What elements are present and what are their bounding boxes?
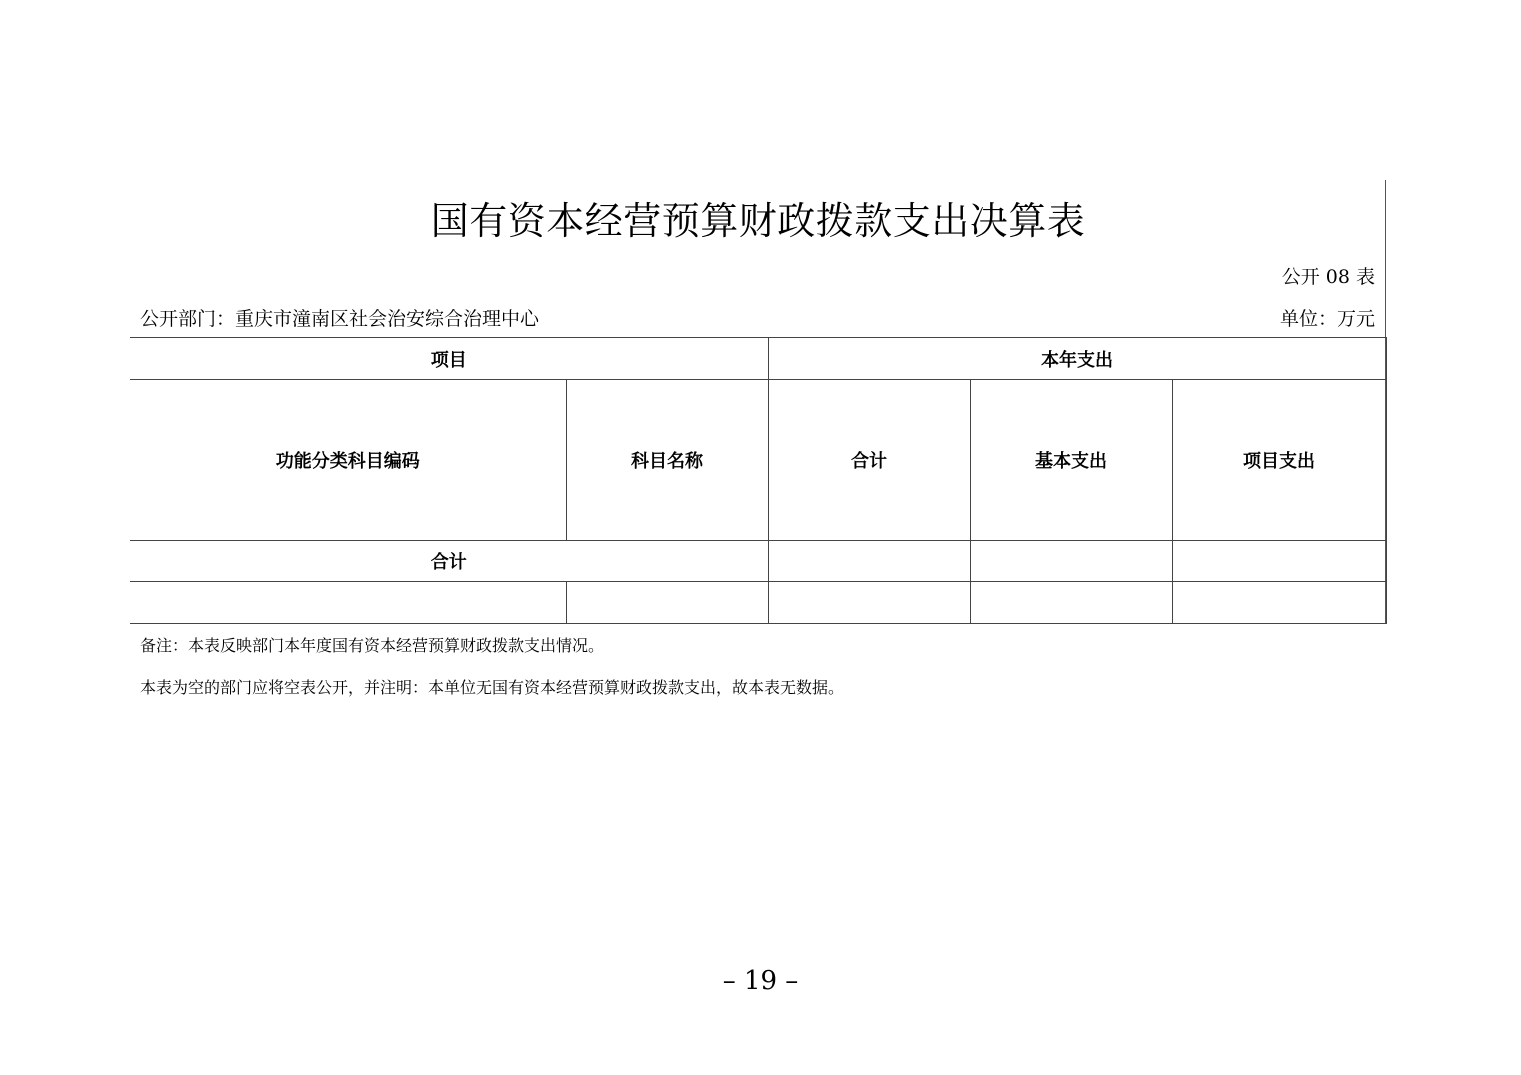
column-header-row: [130, 380, 1386, 541]
header-name: 科目名称: [566, 380, 768, 541]
table-row: [130, 582, 1386, 624]
note-line-1: 备注：本表反映部门本年度国有资本经营预算财政拨款支出情况。: [140, 636, 605, 655]
page-number: – 19 –: [722, 966, 799, 996]
group-header-row: [130, 338, 1386, 380]
cell-code: [130, 582, 566, 624]
cell-name: [566, 582, 768, 624]
header-project: 项目支出: [1172, 380, 1386, 541]
department-label: 公开部门：重庆市潼南区社会治安综合治理中心: [140, 308, 540, 330]
page-title: 国有资本经营预算财政拨款支出决算表: [430, 199, 1086, 243]
total-label: 合计: [130, 541, 768, 582]
header-current-year: 本年支出: [768, 338, 1386, 380]
cell-project: [1172, 582, 1386, 624]
header-item: 项目: [130, 338, 768, 380]
note-line-2: 本表为空的部门应将空表公开，并注明：本单位无国有资本经营预算财政拨款支出，故本表无数据。: [140, 678, 845, 697]
header-basic: 基本支出: [970, 380, 1172, 541]
total-cell-project: [1172, 541, 1386, 582]
cell-basic: [970, 582, 1172, 624]
cell-total: [768, 582, 970, 624]
total-row: [130, 541, 1386, 582]
total-cell-total: [768, 541, 970, 582]
unit-label: 单位：万元: [1279, 308, 1375, 330]
total-cell-basic: [970, 541, 1172, 582]
header-code: 功能分类科目编码: [130, 380, 566, 541]
table-number: 公开 08 表: [1281, 266, 1375, 288]
header-total: 合计: [768, 380, 970, 541]
budget-table: [130, 337, 1387, 624]
